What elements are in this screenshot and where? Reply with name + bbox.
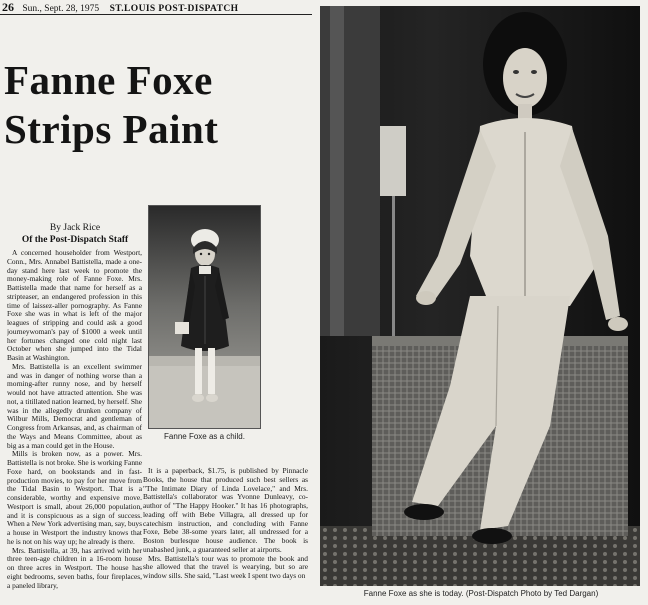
headline-line-2: Strips Paint: [4, 106, 219, 152]
portrait-photo-caption: Fanne Foxe as she is today. (Post-Dispatch Photo by Ted Dargan): [363, 589, 599, 598]
article-paragraph: A concerned householder from Westport, Conn., Mrs. Annabel Battistella, made a one-day stand here last week to promote the money-making role of Fanne Foxe. Mrs. Battistella made that name for herself as a stripteaser, an endangered profession in this time of laissez-aller pornography. As Fanne Foxe she was in what is left of the major leagues of stripping and could ask a good journeywoman's pay of $1000 a week until her fortunes changed one cold night last October when she jumped into the Tidal Basin at Washington.: [7, 249, 142, 362]
child-photo-caption: Fanne Foxe as a child.: [164, 432, 245, 441]
article-paragraph: It is a paperback, $1.75, is published by Pinnacle Books, the house that produced such best sellers as "The Intimate Diary of Linda Lovelace," and Mrs. Battistella's collaborator was Yvonne Dunleavy, co-author of "The Happy Hooker." It has 16 photographs, leading off with Bebe Villagra, all dressed up for catechism instruction, and concluding with Fanne Foxe, Bebe 38-some years later, all undressed for a Boston burlesque house audience. The book is unabashed junk, a guaranteed seller at airports.: [143, 467, 308, 554]
headline-line-1: Fanne Foxe: [4, 57, 213, 103]
newspaper-name: ST.LOUIS POST-DISPATCH: [109, 4, 239, 14]
page-number: 26: [2, 0, 14, 14]
header-rule: [0, 14, 312, 15]
article-column-2: [143, 467, 308, 605]
article-paragraph: Mrs. Battistella, at 39, has arrived with her three teen-age children in a 16-room house on three acres in Westport. The house has eight bedrooms, seven baths, four fireplaces, a paneled library,: [7, 545, 142, 590]
article-paragraph: Mrs. Battistella's tour was to promote the book and she allowed that the travel is wearying, but so are window sills. She said, "Last week I spent two days on: [143, 553, 308, 580]
article-headline: [4, 56, 304, 154]
portrait-photo: [320, 6, 640, 586]
article-paragraph: Mills is broken now, as a power. Mrs. Battistella is not broke. She is working Fanne Foxe hard, on bookstands and in fast-production movies, to pay for her move from the Tidal Basin to Westport. That is a considerable, worthy and expensive move. Westport is small, about 26,000 population, and it is conspicuous as a sign of success. When a New York advertising man, say, buys a house in Westport the industry knows that he is not on his way up; he already is there.: [7, 449, 142, 546]
child-photo: [148, 205, 261, 429]
byline: [6, 222, 144, 246]
running-head: [2, 0, 302, 14]
article-paragraph: Mrs. Battistella is an excellent swimmer and was in danger of nothing worse than a morning-after runny nose, and by herself would not have attracted attention. She was not, a titillated nation learned, by herself. She was in the allegedly drunken company of Wilbur Mills, Democrat and gentleman of Congress from Arkansas, and, as chairman of the Ways and Means Committee, about as big as a man could get in the House.: [7, 361, 142, 450]
article-column-1: [7, 249, 142, 605]
author-name: By Jack Rice: [49, 223, 101, 233]
author-affiliation: Of the Post-Dispatch Staff: [21, 235, 129, 245]
issue-date: Sun., Sept. 28, 1975: [22, 4, 100, 14]
